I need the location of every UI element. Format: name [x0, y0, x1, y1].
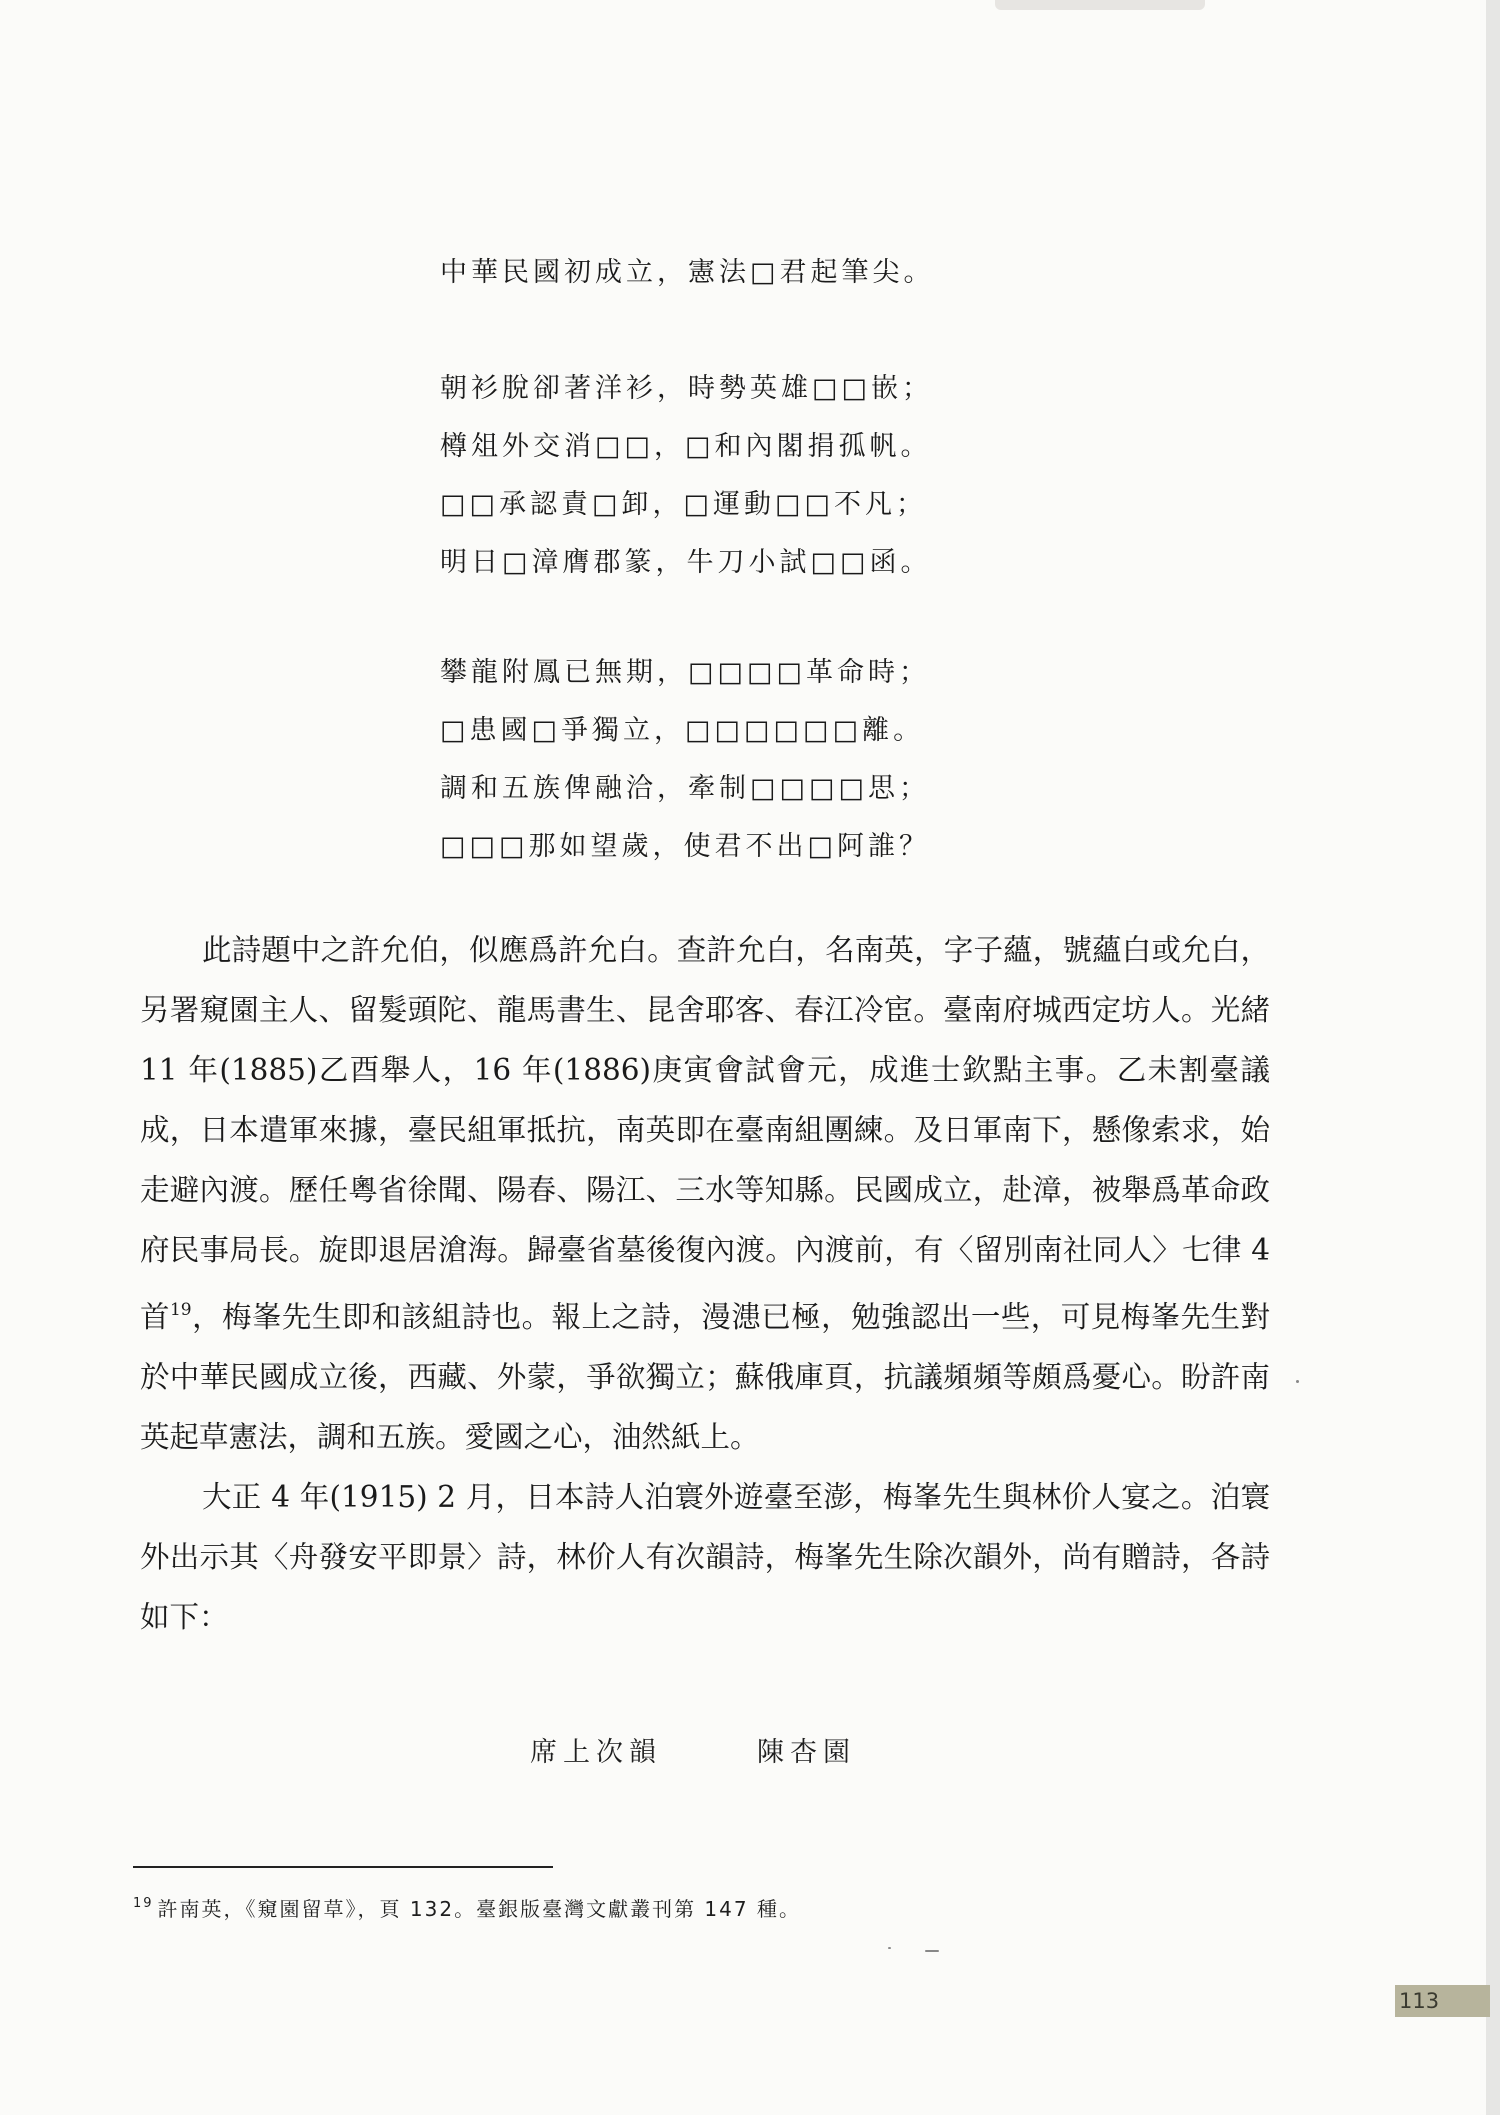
paragraph: [140, 920, 1270, 1467]
footnote-ref: 19: [169, 1300, 192, 1320]
paragraph: 大正 4 年(1915) 2 月，日本詩人泊寰外遊臺至澎，梅峯先生與林价人宴之。泊寰外出示其〈舟發安平即景〉詩，林价人有次韻詩，梅峯先生除次韻外，尚有贈詩，各詩如下：: [140, 1480, 1270, 1634]
poem-line: 朝衫脫卻著洋衫，時勢英雄□□嵌；: [440, 373, 934, 404]
footnote-number: 19: [133, 1896, 154, 1911]
page-edge-shadow: [1486, 0, 1500, 2115]
poem-author: 陳杏園: [757, 1737, 856, 1768]
scan-speck: [888, 1947, 891, 1949]
scan-speck: [1296, 1380, 1299, 1383]
poem-line: □患國□爭獨立，□□□□□□離。: [440, 715, 925, 746]
poem-line: 調和五族俾融洽，牽制□□□□思；: [440, 773, 931, 804]
footnote: [133, 1893, 801, 1922]
paragraph-text: 此詩題中之許允伯，似應爲許允白。查許允白，名南英，字子蘊，號蘊白或允白，另署窺園主人、留髮頭陀、龍馬書生、昆舍耶客、春江冷宦。臺南府城西定坊人。光緒 11 年(1885)乙酉舉人，16 年(1886)庚寅會試會元，成進士欽點主事。乙未割臺議成，日本遣軍來據，臺民組軍抵抗，南英即在臺南組團練。及日軍南下，懸像索求，始走避內渡。歷任粵省徐聞、陽春、陽江、三水等知縣。民國成立，赴漳，被舉爲革命政府民事局長。旋即退居滄海。歸臺省墓後復內渡。內渡前，有〈留別南社同人〉七律 4 首: [140, 933, 1270, 1334]
body-text: [140, 920, 1270, 1647]
poem-line: 中華民國初成立，憲法□君起筆尖。: [440, 257, 935, 288]
footnote-rule: [133, 1866, 553, 1868]
poem-line: 攀龍附鳳已無期，□□□□革命時；: [440, 657, 931, 688]
poem-line: 樽俎外交消□□，□和內閣捐孤帆。: [440, 431, 932, 462]
poem-title: 席上次韻: [530, 1737, 662, 1768]
poem-heading: [440, 1730, 1020, 1770]
poem-line: 明日□漳膺郡篆，牛刀小試□□函。: [440, 547, 932, 578]
poem-line: □□承認責□卸，□運動□□不凡；: [440, 489, 928, 520]
page-number: 113: [1395, 1985, 1490, 2017]
paragraph-text: ，梅峯先生即和該組詩也。報上之詩，漫漶已極，勉強認出一些，可見梅峯先生對於中華民國成立後，西藏、外蒙，爭欲獨立；蘇俄庫頁，抗議頻頻等頗爲憂心。盼許南英起草憲法，調和五族。愛國之心，油然紙上。: [140, 1300, 1270, 1454]
scan-smudge: [995, 0, 1205, 10]
poem-line: □□□那如望歲，使君不出□阿誰？: [440, 831, 931, 862]
footnote-text: 許南英，《窺園留草》，頁 132。臺銀版臺灣文獻叢刊第 147 種。: [157, 1897, 801, 1921]
scan-speck: [925, 1950, 939, 1952]
